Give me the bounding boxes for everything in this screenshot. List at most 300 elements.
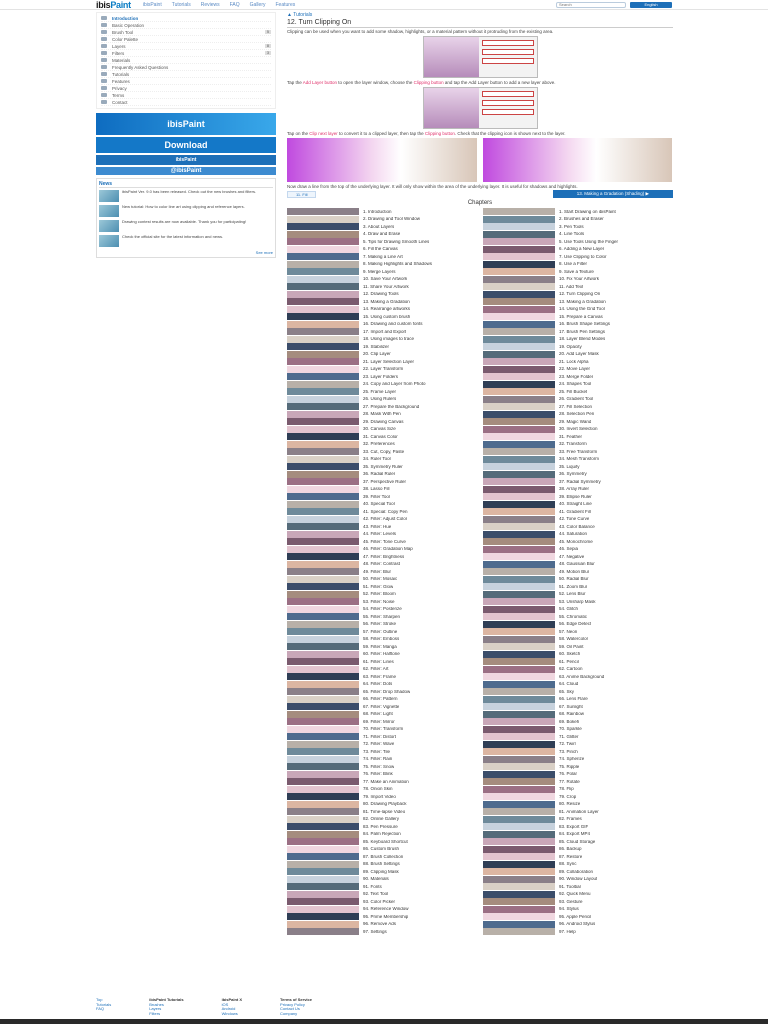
chapter-link[interactable] bbox=[287, 268, 477, 276]
footer-link[interactable]: Company bbox=[280, 1010, 298, 1016]
chapter-link[interactable] bbox=[483, 748, 673, 756]
chapter-thumbnail bbox=[287, 763, 359, 770]
bottom-bar bbox=[0, 1019, 768, 1024]
chapter-link[interactable] bbox=[483, 418, 673, 426]
chapter-link[interactable] bbox=[287, 613, 477, 621]
chapter-thumbnail bbox=[483, 673, 555, 680]
sidebar-item[interactable] bbox=[101, 43, 271, 50]
layer-row bbox=[482, 100, 534, 106]
chapter-link[interactable] bbox=[483, 456, 673, 464]
chapter-link[interactable] bbox=[483, 343, 673, 351]
chapter-link[interactable] bbox=[287, 763, 477, 771]
chapter-link[interactable] bbox=[287, 838, 477, 846]
chapter-link[interactable] bbox=[287, 906, 477, 914]
chapter-link[interactable] bbox=[287, 621, 477, 629]
chapter-link[interactable] bbox=[483, 426, 673, 434]
chapter-link[interactable] bbox=[287, 351, 477, 359]
chapter-link[interactable] bbox=[483, 388, 673, 396]
chapter-link[interactable] bbox=[287, 366, 477, 374]
news-item[interactable] bbox=[99, 190, 273, 202]
chapter-link[interactable] bbox=[483, 283, 673, 291]
chapter-link[interactable] bbox=[483, 591, 673, 599]
footer-link[interactable]: Filters bbox=[149, 1010, 161, 1016]
chapter-link[interactable] bbox=[483, 681, 673, 689]
chapter-link[interactable] bbox=[287, 673, 477, 681]
chapter-link[interactable] bbox=[483, 906, 673, 914]
chapter-link[interactable] bbox=[483, 463, 673, 471]
chapter-link[interactable] bbox=[287, 426, 477, 434]
chapter-link[interactable] bbox=[287, 291, 477, 299]
chapter-link[interactable] bbox=[287, 598, 477, 606]
chapter-link[interactable] bbox=[483, 478, 673, 486]
chapter-link[interactable] bbox=[483, 261, 673, 269]
chapter-label: 54. Filter: Posterize bbox=[363, 607, 402, 612]
chapter-link[interactable] bbox=[287, 643, 477, 651]
sidebar-item[interactable] bbox=[101, 92, 271, 99]
chapter-link[interactable] bbox=[483, 741, 673, 749]
chapter-link[interactable] bbox=[483, 268, 673, 276]
layer-panel bbox=[479, 37, 537, 77]
chapter-link[interactable] bbox=[287, 681, 477, 689]
chapter-link[interactable] bbox=[483, 448, 673, 456]
news-item[interactable] bbox=[99, 235, 273, 247]
chapter-link[interactable] bbox=[483, 231, 673, 239]
chapter-link[interactable] bbox=[287, 283, 477, 291]
footer-link[interactable]: iOS bbox=[221, 1001, 229, 1007]
sidebar-item-label: Color Palette bbox=[112, 36, 139, 42]
chapter-link[interactable] bbox=[287, 298, 477, 306]
chapter-label: 25. Frame Layer bbox=[363, 389, 397, 394]
chapter-link[interactable] bbox=[483, 696, 673, 704]
chapter-link[interactable] bbox=[483, 396, 673, 404]
chapter-link[interactable] bbox=[287, 733, 477, 741]
chapter-link[interactable] bbox=[287, 546, 477, 554]
chapter-thumbnail bbox=[483, 711, 555, 718]
chapter-label: 39. Filter Tool bbox=[363, 494, 390, 499]
chapter-label: 83. Pen Pressure bbox=[363, 824, 398, 829]
nav-item-5[interactable]: Gallery bbox=[249, 1, 266, 8]
chapter-link[interactable] bbox=[483, 508, 673, 516]
chapter-link[interactable] bbox=[483, 568, 673, 576]
brand-banner[interactable]: ibisPaint bbox=[96, 155, 276, 165]
chapter-link[interactable] bbox=[483, 531, 673, 539]
chapter-link[interactable] bbox=[287, 343, 477, 351]
chapter-label: 73. Filter: Tile bbox=[363, 749, 391, 754]
chapter-link[interactable] bbox=[287, 471, 477, 479]
chapter-link[interactable] bbox=[483, 403, 673, 411]
chapter-thumbnail bbox=[483, 426, 555, 433]
news-item[interactable] bbox=[99, 205, 273, 217]
chapter-link[interactable] bbox=[287, 748, 477, 756]
chapter-link[interactable] bbox=[287, 478, 477, 486]
chapter-link[interactable] bbox=[483, 666, 673, 674]
chapter-link[interactable] bbox=[483, 351, 673, 359]
chapter-link[interactable] bbox=[483, 298, 673, 306]
chapter-link[interactable] bbox=[287, 208, 477, 216]
chapter-link[interactable] bbox=[483, 733, 673, 741]
chapter-link[interactable] bbox=[287, 321, 477, 329]
chapter-link[interactable] bbox=[287, 501, 477, 509]
chapter-link[interactable] bbox=[483, 208, 673, 216]
chapter-link[interactable] bbox=[287, 928, 477, 936]
step-1-highlight: Clipping button bbox=[413, 80, 444, 85]
chapter-link[interactable] bbox=[483, 471, 673, 479]
chapter-link[interactable] bbox=[287, 921, 477, 929]
chapter-thumbnail bbox=[287, 666, 359, 673]
chapter-label: 17. Brush Pen Settings bbox=[559, 329, 606, 334]
chapter-link[interactable] bbox=[483, 928, 673, 936]
sidebar-item[interactable] bbox=[101, 15, 271, 22]
chapter-link[interactable] bbox=[483, 711, 673, 719]
chapter-link[interactable] bbox=[287, 808, 477, 816]
chapter-thumbnail bbox=[483, 891, 555, 898]
chapter-link[interactable] bbox=[483, 771, 673, 779]
chapter-link[interactable] bbox=[287, 703, 477, 711]
chapter-link[interactable] bbox=[287, 726, 477, 734]
sidebar-item[interactable] bbox=[101, 57, 271, 64]
nav-item-4[interactable]: FAQ bbox=[229, 1, 240, 8]
chapter-link[interactable] bbox=[483, 703, 673, 711]
chapter-link[interactable] bbox=[483, 921, 673, 929]
chapter-link[interactable] bbox=[483, 411, 673, 419]
chapter-link[interactable] bbox=[483, 253, 673, 261]
news-item[interactable] bbox=[99, 220, 273, 232]
news-title: News bbox=[99, 181, 273, 188]
chapter-link[interactable] bbox=[483, 756, 673, 764]
chapter-link[interactable] bbox=[287, 688, 477, 696]
chapter-link[interactable] bbox=[483, 913, 673, 921]
nav-item-1[interactable]: ibisPaint bbox=[142, 1, 162, 8]
chapter-link[interactable] bbox=[287, 741, 477, 749]
chapter-link[interactable] bbox=[287, 381, 477, 389]
chapter-link[interactable] bbox=[483, 658, 673, 666]
chapter-link[interactable] bbox=[483, 583, 673, 591]
chapter-link[interactable] bbox=[483, 628, 673, 636]
chapter-link[interactable] bbox=[287, 493, 477, 501]
chapter-thumbnail bbox=[287, 418, 359, 425]
chapter-link[interactable] bbox=[483, 291, 673, 299]
chapter-link[interactable] bbox=[483, 853, 673, 861]
chapter-link[interactable] bbox=[287, 868, 477, 876]
breadcrumb[interactable]: ▲ Tutorials bbox=[287, 12, 313, 18]
chapter-link[interactable] bbox=[287, 711, 477, 719]
chapter-link[interactable] bbox=[287, 583, 477, 591]
chapter-label: 45. Filter: Tone Curve bbox=[363, 539, 406, 544]
chapter-link[interactable] bbox=[483, 816, 673, 824]
chapter-link[interactable] bbox=[287, 373, 477, 381]
chapter-link[interactable] bbox=[483, 553, 673, 561]
chapter-link[interactable] bbox=[483, 861, 673, 869]
chapter-link[interactable] bbox=[287, 696, 477, 704]
chapter-link[interactable] bbox=[287, 606, 477, 614]
chapter-link[interactable] bbox=[287, 508, 477, 516]
chapter-link[interactable] bbox=[483, 546, 673, 554]
chapter-link[interactable] bbox=[483, 321, 673, 329]
chapter-link[interactable] bbox=[483, 238, 673, 246]
chapter-link[interactable] bbox=[483, 898, 673, 906]
chapter-link[interactable] bbox=[287, 756, 477, 764]
chapter-link[interactable] bbox=[483, 823, 673, 831]
chapter-link[interactable] bbox=[483, 493, 673, 501]
chapter-link[interactable] bbox=[287, 403, 477, 411]
chapter-link[interactable] bbox=[483, 891, 673, 899]
chapter-label: 38. Lasso Fill bbox=[363, 487, 390, 492]
chapter-label: 37. Radial Symmetry bbox=[559, 479, 601, 484]
chapter-label: 74. Spherize bbox=[559, 757, 585, 762]
chapter-link[interactable] bbox=[287, 786, 477, 794]
chapter-link[interactable] bbox=[483, 786, 673, 794]
chapter-link[interactable] bbox=[483, 868, 673, 876]
chapter-link[interactable] bbox=[483, 336, 673, 344]
chapter-link[interactable] bbox=[287, 651, 477, 659]
sidebar-item[interactable] bbox=[101, 71, 271, 78]
footer-link[interactable]: Privacy Policy bbox=[280, 1001, 305, 1007]
chapter-link[interactable] bbox=[287, 816, 477, 824]
sidebar-item[interactable] bbox=[101, 99, 271, 106]
chapter-link[interactable] bbox=[287, 523, 477, 531]
chapter-link[interactable] bbox=[287, 448, 477, 456]
chapter-link[interactable] bbox=[287, 388, 477, 396]
chapter-link[interactable] bbox=[287, 418, 477, 426]
language-button[interactable]: English bbox=[630, 2, 672, 8]
chapter-link[interactable] bbox=[483, 523, 673, 531]
chapter-thumbnail bbox=[483, 478, 555, 485]
sidebar-item[interactable] bbox=[101, 36, 271, 43]
chapter-label: 92. Quick Menu bbox=[559, 892, 591, 897]
chapter-link[interactable] bbox=[483, 876, 673, 884]
chapter-link[interactable] bbox=[287, 441, 477, 449]
chapter-link[interactable] bbox=[287, 456, 477, 464]
site-logo[interactable] bbox=[96, 0, 131, 10]
chapter-link[interactable] bbox=[483, 808, 673, 816]
chapter-link[interactable] bbox=[287, 793, 477, 801]
chapter-thumbnail bbox=[287, 478, 359, 485]
chapter-thumbnail bbox=[287, 673, 359, 680]
chapter-thumbnail bbox=[287, 411, 359, 418]
chapter-link[interactable] bbox=[483, 883, 673, 891]
footer-link[interactable]: Layers bbox=[149, 1006, 162, 1011]
chapter-link[interactable] bbox=[287, 538, 477, 546]
chapter-link[interactable] bbox=[483, 538, 673, 546]
sidebar-item[interactable] bbox=[101, 29, 271, 36]
chapter-link[interactable] bbox=[483, 643, 673, 651]
sidebar-item[interactable] bbox=[101, 78, 271, 85]
footer-link[interactable]: Windows bbox=[221, 1010, 238, 1016]
chapter-link[interactable] bbox=[483, 366, 673, 374]
chapter-link[interactable] bbox=[287, 553, 477, 561]
chapter-link[interactable] bbox=[483, 613, 673, 621]
chapter-link[interactable] bbox=[483, 306, 673, 314]
chapter-link[interactable] bbox=[483, 726, 673, 734]
chapter-thumbnail bbox=[287, 591, 359, 598]
chapter-thumbnail bbox=[287, 696, 359, 703]
sidebar-item[interactable] bbox=[101, 85, 271, 92]
chapter-link[interactable] bbox=[287, 231, 477, 239]
next-chapter-button[interactable]: 13. Making a Gradation (Shading) ▶ bbox=[553, 190, 673, 198]
chapter-link[interactable] bbox=[287, 276, 477, 284]
chapter-link[interactable] bbox=[287, 576, 477, 584]
news-text: Drawing contest results are now available. Thank you for participating! bbox=[122, 219, 247, 224]
step-1-part: Tap the bbox=[287, 80, 303, 85]
chapter-label: 51. Filter: Glow bbox=[363, 584, 394, 589]
chapter-link[interactable] bbox=[287, 358, 477, 366]
nav-item-2[interactable]: Tutorials bbox=[171, 1, 191, 8]
chapter-link[interactable] bbox=[287, 486, 477, 494]
chapter-link[interactable] bbox=[287, 853, 477, 861]
chapter-link[interactable] bbox=[287, 223, 477, 231]
step-2-highlight: Clipping button bbox=[424, 131, 455, 136]
chapter-label: 33. Cut, Copy, Paste bbox=[363, 449, 405, 454]
chapter-link[interactable] bbox=[287, 861, 477, 869]
chapter-link[interactable] bbox=[287, 328, 477, 336]
chapter-link[interactable] bbox=[483, 223, 673, 231]
chapter-link[interactable] bbox=[287, 238, 477, 246]
chapter-link[interactable] bbox=[483, 763, 673, 771]
footer-link[interactable]: Android bbox=[221, 1006, 236, 1011]
chapter-link[interactable] bbox=[483, 486, 673, 494]
footer-link[interactable]: Contact Us bbox=[280, 1006, 300, 1011]
chapter-label: 76. Filter: Blink bbox=[363, 772, 393, 777]
footer-link[interactable]: FAQ bbox=[96, 1006, 105, 1011]
chapter-link[interactable] bbox=[287, 433, 477, 441]
chapter-link[interactable] bbox=[287, 463, 477, 471]
chapter-link[interactable] bbox=[483, 636, 673, 644]
chapter-link[interactable] bbox=[483, 373, 673, 381]
chapter-link[interactable] bbox=[483, 651, 673, 659]
chapter-link[interactable] bbox=[483, 718, 673, 726]
chapter-label: 34. Mesh Transform bbox=[559, 457, 600, 462]
chapter-link[interactable] bbox=[287, 568, 477, 576]
chapter-link[interactable] bbox=[287, 831, 477, 839]
nav-item-6[interactable]: Features bbox=[275, 1, 296, 8]
chapter-link[interactable] bbox=[287, 561, 477, 569]
nav-item-3[interactable]: Reviews bbox=[200, 1, 220, 8]
chapter-link[interactable] bbox=[483, 561, 673, 569]
chapter-link[interactable] bbox=[287, 591, 477, 599]
chapter-link[interactable] bbox=[287, 891, 477, 899]
chapter-label: 90. Window Layout bbox=[559, 877, 598, 882]
chapter-link[interactable] bbox=[483, 216, 673, 224]
chapter-thumbnail bbox=[483, 598, 555, 605]
chapter-link[interactable] bbox=[287, 718, 477, 726]
chapter-link[interactable] bbox=[483, 831, 673, 839]
chapter-link[interactable] bbox=[483, 621, 673, 629]
footer-col-3 bbox=[222, 998, 242, 1018]
chapter-thumbnail bbox=[483, 411, 555, 418]
chapter-link[interactable] bbox=[287, 801, 477, 809]
chapter-link[interactable] bbox=[287, 771, 477, 779]
chapter-link[interactable] bbox=[483, 501, 673, 509]
count-badge: 3 bbox=[267, 51, 269, 55]
chapter-label: 25. Fill Bucket bbox=[559, 389, 588, 394]
chapter-link[interactable] bbox=[287, 253, 477, 261]
chapter-link[interactable] bbox=[287, 531, 477, 539]
chapter-thumbnail bbox=[483, 808, 555, 815]
social-banner[interactable]: @ibisPaint bbox=[96, 167, 276, 175]
footer-link[interactable]: Top bbox=[96, 997, 103, 1002]
sidebar-item[interactable] bbox=[101, 50, 271, 57]
chapter-label: 40. Straight Line bbox=[559, 502, 592, 507]
chapter-link[interactable] bbox=[483, 441, 673, 449]
chapter-link[interactable] bbox=[483, 328, 673, 336]
chapter-link[interactable] bbox=[483, 688, 673, 696]
chapter-link[interactable] bbox=[483, 276, 673, 284]
chapter-link[interactable] bbox=[287, 516, 477, 524]
chapter-thumbnail bbox=[287, 223, 359, 230]
chapter-link[interactable] bbox=[287, 396, 477, 404]
footer-link[interactable]: Brushes bbox=[149, 1001, 164, 1007]
chapter-link[interactable] bbox=[483, 598, 673, 606]
footer-link[interactable]: Tutorials bbox=[96, 1001, 112, 1007]
chapter-link[interactable] bbox=[287, 216, 477, 224]
chapter-link[interactable] bbox=[287, 313, 477, 321]
header-right bbox=[556, 2, 672, 8]
chapter-link[interactable] bbox=[483, 778, 673, 786]
chapter-thumbnail bbox=[483, 853, 555, 860]
chapter-link[interactable] bbox=[287, 411, 477, 419]
sidebar-item[interactable] bbox=[101, 64, 271, 71]
chapter-link[interactable] bbox=[483, 846, 673, 854]
promo-banner[interactable]: ibisPaint bbox=[96, 113, 276, 135]
chapter-label: 23. Layer Folders bbox=[363, 374, 399, 379]
chapter-link[interactable] bbox=[287, 898, 477, 906]
illustration-after bbox=[483, 138, 673, 182]
chapter-link[interactable] bbox=[287, 636, 477, 644]
chapter-link[interactable] bbox=[287, 846, 477, 854]
chapter-link[interactable] bbox=[287, 336, 477, 344]
chapter-link[interactable] bbox=[287, 876, 477, 884]
chapter-link[interactable] bbox=[287, 778, 477, 786]
chapter-label: 95. Prime Membership bbox=[363, 914, 409, 919]
search-input[interactable] bbox=[556, 2, 626, 8]
chapter-link[interactable] bbox=[483, 801, 673, 809]
chapter-link[interactable] bbox=[483, 433, 673, 441]
chapter-link[interactable] bbox=[287, 628, 477, 636]
chapter-label: 41. Gradient Fill bbox=[559, 509, 591, 514]
chapter-link[interactable] bbox=[483, 381, 673, 389]
chapter-link[interactable] bbox=[287, 883, 477, 891]
chapter-link[interactable] bbox=[287, 261, 477, 269]
sidebar-item[interactable] bbox=[101, 22, 271, 29]
chapter-link[interactable] bbox=[287, 913, 477, 921]
chapter-label: 69. Filter: Mirror bbox=[363, 719, 395, 724]
news-more-link[interactable]: See more bbox=[255, 250, 273, 255]
chapter-thumbnail bbox=[287, 846, 359, 853]
layer-row bbox=[482, 91, 534, 97]
chapter-thumbnail bbox=[483, 508, 555, 515]
chapter-link[interactable] bbox=[483, 246, 673, 254]
chapter-label: 59. Oil Paint bbox=[559, 644, 584, 649]
chapter-link[interactable] bbox=[483, 576, 673, 584]
chapter-link[interactable] bbox=[483, 606, 673, 614]
chapter-link[interactable] bbox=[287, 306, 477, 314]
chapter-link[interactable] bbox=[483, 358, 673, 366]
chapter-link[interactable] bbox=[287, 823, 477, 831]
chapter-link[interactable] bbox=[483, 516, 673, 524]
chapter-link[interactable] bbox=[483, 673, 673, 681]
chapter-link[interactable] bbox=[287, 658, 477, 666]
chapter-label: 42. Filter: Adjust Color bbox=[363, 517, 408, 522]
chapter-thumbnail bbox=[287, 433, 359, 440]
chapter-link[interactable] bbox=[483, 838, 673, 846]
chapter-link[interactable] bbox=[483, 313, 673, 321]
chapter-link[interactable] bbox=[287, 666, 477, 674]
chapter-thumbnail bbox=[287, 238, 359, 245]
download-banner[interactable]: Download bbox=[96, 137, 276, 153]
chapter-link[interactable] bbox=[287, 246, 477, 254]
prev-chapter-button[interactable]: 11. Fill bbox=[287, 191, 316, 198]
chapter-link[interactable] bbox=[483, 793, 673, 801]
